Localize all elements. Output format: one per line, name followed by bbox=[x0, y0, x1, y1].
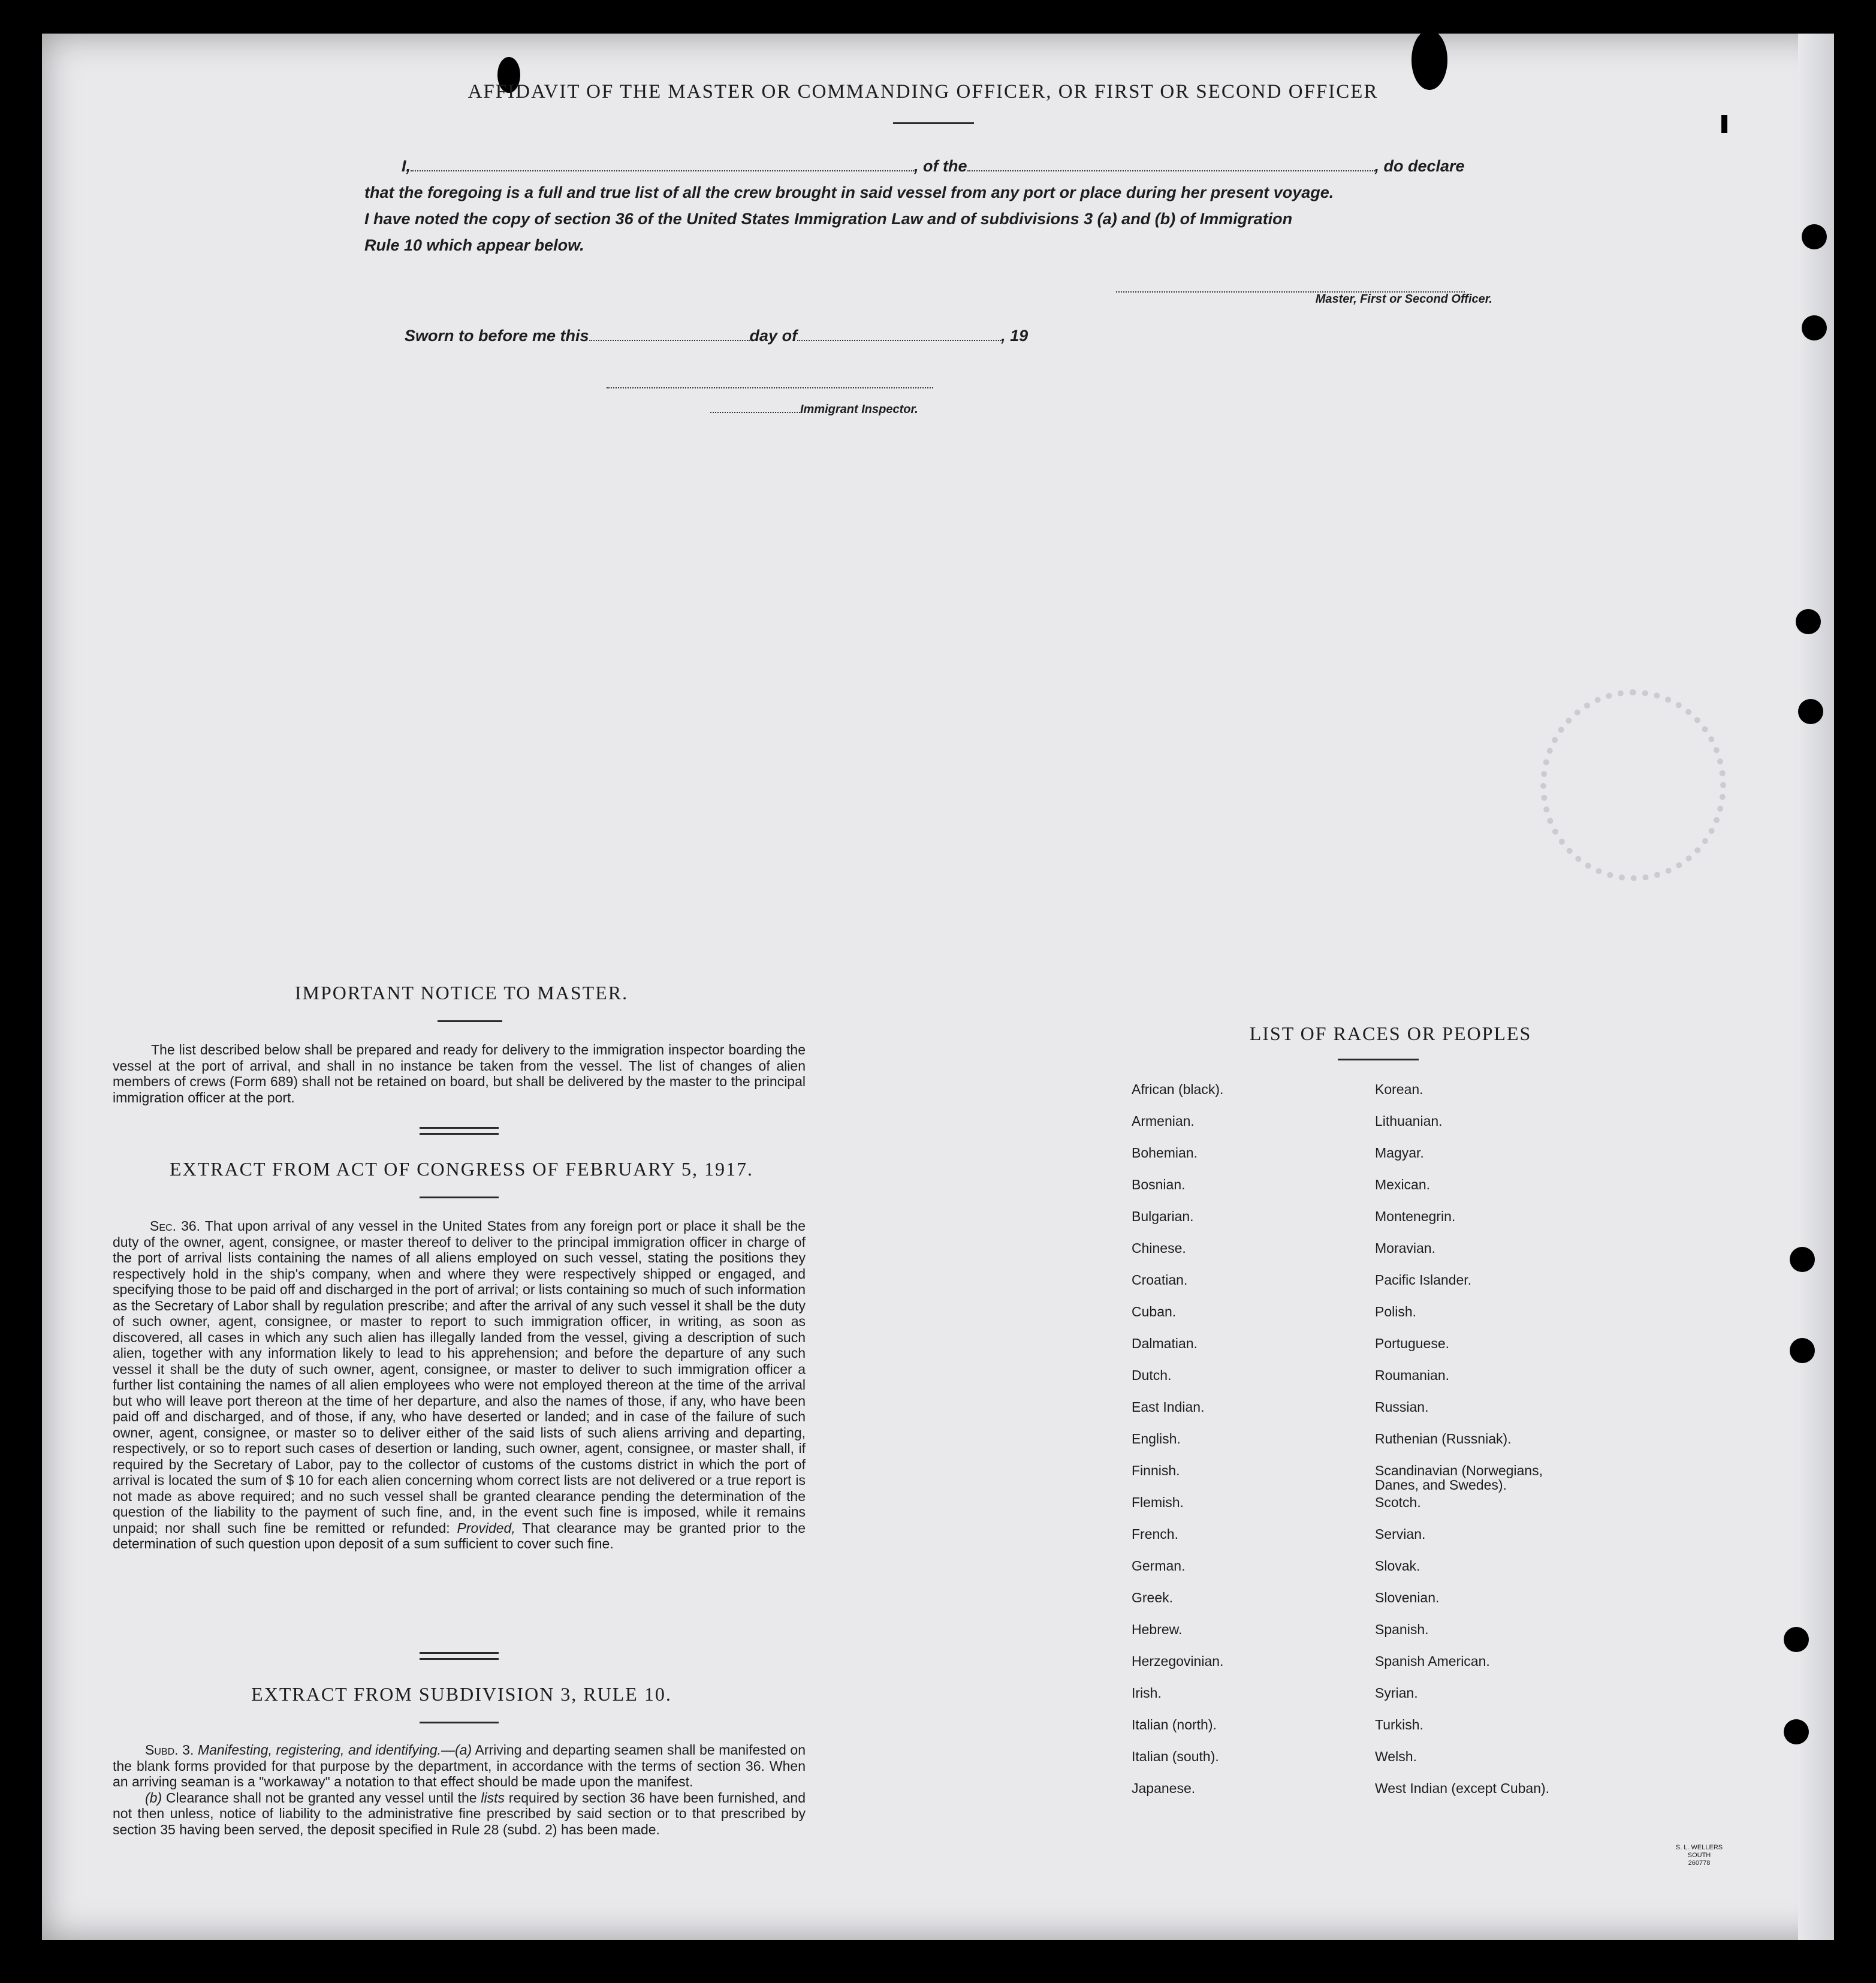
para-a-text: Arriving and departing seamen shall be manifested on the blank forms provided for that purpose by the department, in accordance with the terms of section 36. When an arriving seaman is a "workaway" a notation to that effect should be made upon the manifest. bbox=[113, 1742, 806, 1789]
race-item: Japanese. bbox=[1132, 1780, 1196, 1796]
race-item: Slovak. bbox=[1375, 1558, 1420, 1574]
race-item: Finnish. bbox=[1132, 1463, 1180, 1478]
affidavit-declaration bbox=[364, 153, 1509, 258]
printer-line: S. L. WELLERS SOUTH bbox=[1675, 1844, 1723, 1859]
race-item: Bohemian. bbox=[1132, 1145, 1198, 1161]
race-item: Scotch. bbox=[1375, 1494, 1421, 1510]
day-field[interactable] bbox=[589, 340, 750, 341]
race-item: Dalmatian. bbox=[1132, 1336, 1198, 1351]
name-field[interactable] bbox=[411, 170, 914, 171]
race-item: Roumanian. bbox=[1375, 1367, 1450, 1383]
double-rule bbox=[420, 1127, 499, 1135]
affidavit-title: AFFIDAVIT OF THE MASTER OR COMMANDING OFFICER, OR FIRST OR SECOND OFFICER bbox=[468, 81, 1379, 103]
sec-label: Sec. 36. bbox=[150, 1218, 201, 1234]
act-text-part: That upon arrival of any vessel in the United States from any foreign port or place it shall be the duty of the owner, agent, consignee, or master thereof to deliver to the principal immigration officer in charge of the port of arrival lists containing the names of all aliens employed on such vessel, stating the positions they respectively hold in the ship's company, when and where they were respectively shipped or engaged, and specifying those to be paid off and discharged in the port of arrival; or lists containing so much of such information as the Secretary of Labor shall by regulation prescribe; and after the arrival of any such vessel it shall be the duty of such owner, agent, consignee, or master to report to such immigration officer, in writing, as soon as discovered, all cases in which any such alien has illegally landed from the vessel, giving a description of such alien, together with any information likely to lead to his apprehension; and before the departure of any such vessel it shall be the duty of such owner, agent, consignee, or master to deliver to such immigration officer a further list containing the names of all alien employees who were not employed thereon at the time of the arrival but who will leave port thereon at the time of her departure, and also the names of those, if any, who have been paid off and discharged, and of those, if any, who have deserted or landed; and in case of the failure of such owner, agent, consignee, or master so to deliver either of the said lists of such aliens arriving and departing, respectively, or so to report such cases of desertion or landing, such owner, agent, consignee, or master shall, if required by the Secretary of Labor, pay to the collector of customs of the customs district in which the port of arrival is located the sum of $ 10 for each alien concerning whom correct lists are not delivered or a true report is not made as above required; and no such vessel shall be granted clearance pending the determination of the question of the liability to the payment of such fine, and, in the event such fine is imposed, while it remains unpaid; nor shall such fine be remitted or refunded: bbox=[113, 1218, 806, 1536]
race-item: Polish. bbox=[1375, 1304, 1417, 1319]
race-item: Scandinavian (Norwegians, Danes, and Swedes). bbox=[1375, 1463, 1543, 1493]
race-item: Irish. bbox=[1132, 1685, 1162, 1701]
race-item: Russian. bbox=[1375, 1399, 1429, 1415]
race-item: Portuguese. bbox=[1375, 1336, 1450, 1351]
act-section-36-text bbox=[113, 1218, 806, 1552]
title-rule bbox=[420, 1722, 499, 1723]
paragraph-b bbox=[113, 1790, 806, 1838]
punch-hole bbox=[1802, 224, 1827, 249]
punch-hole bbox=[1790, 1338, 1815, 1363]
signature-caption: Master, First or Second Officer. bbox=[1315, 293, 1492, 306]
declaration-line: Rule 10 which appear below. bbox=[364, 236, 584, 254]
punch-hole bbox=[1784, 1719, 1809, 1744]
edge-mark bbox=[1721, 115, 1727, 133]
printer-number: 260778 bbox=[1688, 1860, 1711, 1867]
race-item: Servian. bbox=[1375, 1526, 1426, 1542]
races-title: LIST OF RACES OR PEOPLES bbox=[1249, 1023, 1532, 1044]
race-item: English. bbox=[1132, 1431, 1181, 1446]
race-item: African (black). bbox=[1132, 1081, 1224, 1097]
para-b-text: Clearance shall not be granted any vessel until the bbox=[162, 1789, 481, 1806]
race-item: Italian (north). bbox=[1132, 1717, 1217, 1732]
race-item: Dutch. bbox=[1132, 1367, 1172, 1383]
race-item: Korean. bbox=[1375, 1081, 1423, 1097]
lists-word: lists bbox=[481, 1789, 505, 1806]
para-b-text: required by section 36 have been furnished, and not then unless, notice of liability to the administrative fine prescribed by said section or to that prescribed by section 35 having been served, the deposit specified in Rule 28 (subd. 2) has been made. bbox=[113, 1789, 806, 1837]
year-label: , 19 bbox=[1001, 327, 1029, 345]
do-declare-label: , do declare bbox=[1374, 157, 1465, 175]
declaration-line: I have noted the copy of section 36 of the United States Immigration Law and of subdivisions 3 (a) and (b) of Immigration bbox=[364, 210, 1293, 228]
paragraph-a bbox=[113, 1742, 806, 1790]
printer-mark bbox=[1666, 1844, 1732, 1867]
vessel-field[interactable] bbox=[967, 170, 1375, 171]
race-item: Lithuanian. bbox=[1375, 1113, 1443, 1129]
inspector-signature-line[interactable] bbox=[607, 381, 933, 388]
inspector-caption: Immigrant Inspector. bbox=[800, 403, 918, 416]
declaration-line: that the foregoing is a full and true list of all the crew brought in said vessel from any port or place during her present voyage. bbox=[364, 183, 1334, 201]
race-item: Armenian. bbox=[1132, 1113, 1195, 1129]
race-item: Moravian. bbox=[1375, 1240, 1435, 1256]
sworn-line bbox=[405, 327, 1124, 345]
race-item: Welsh. bbox=[1375, 1749, 1417, 1764]
race-item: Turkish. bbox=[1375, 1717, 1423, 1732]
race-item: Cuban. bbox=[1132, 1304, 1177, 1319]
race-item: Spanish. bbox=[1375, 1622, 1429, 1637]
subd-heading: Manifesting, registering, and identifying.—(a) bbox=[194, 1742, 472, 1758]
punch-hole bbox=[1790, 1247, 1815, 1272]
race-item: Italian (south). bbox=[1132, 1749, 1219, 1764]
inspector-block bbox=[710, 403, 962, 417]
race-item: Herzegovinian. bbox=[1132, 1653, 1224, 1669]
provided-label: Provided, bbox=[457, 1520, 515, 1536]
inspector-dots bbox=[710, 412, 800, 413]
act-title: EXTRACT FROM ACT OF CONGRESS OF FEBRUARY 5, 1917. bbox=[169, 1158, 754, 1180]
rule-title: EXTRACT FROM SUBDIVISION 3, RULE 10. bbox=[251, 1683, 672, 1705]
subd-label: Subd. 3. bbox=[145, 1742, 194, 1758]
month-field[interactable] bbox=[797, 340, 1001, 341]
b-label: (b) bbox=[145, 1789, 162, 1806]
race-item: Mexican. bbox=[1375, 1177, 1431, 1192]
day-of-label: day of bbox=[749, 327, 798, 345]
race-item: Pacific Islander. bbox=[1375, 1272, 1472, 1288]
act-text-part: That clearance may be granted prior to the determination of such question upon deposit of a sum sufficient to cover such fine. bbox=[113, 1520, 806, 1551]
race-item: Croatian. bbox=[1132, 1272, 1188, 1288]
punch-hole bbox=[1798, 699, 1823, 724]
race-item: Montenegrin. bbox=[1375, 1209, 1456, 1224]
race-item: Spanish American. bbox=[1375, 1653, 1490, 1669]
notice-text: The list described below shall be prepared and ready for delivery to the immigration inspector boarding the vessel at the port of arrival, and shall in no instance be taken from the vessel. The list of changes of alien members of crews (Form 689) shall not be retained on board, but shall be delivered by the master to the principal immigration officer at the port. bbox=[113, 1042, 806, 1105]
race-item: German. bbox=[1132, 1558, 1186, 1574]
punch-hole bbox=[1784, 1627, 1809, 1652]
race-item: Magyar. bbox=[1375, 1145, 1424, 1161]
title-rule bbox=[420, 1197, 499, 1198]
race-item: Bulgarian. bbox=[1132, 1209, 1194, 1224]
faded-stamp bbox=[1540, 689, 1726, 881]
sworn-label: Sworn to before me this bbox=[405, 327, 589, 345]
race-item: Chinese. bbox=[1132, 1240, 1186, 1256]
race-item: Hebrew. bbox=[1132, 1622, 1183, 1637]
race-item: Syrian. bbox=[1375, 1685, 1418, 1701]
signature-line[interactable] bbox=[1116, 283, 1465, 293]
of-the-label: , of the bbox=[914, 157, 967, 175]
race-item: East Indian. bbox=[1132, 1399, 1205, 1415]
race-item: Bosnian. bbox=[1132, 1177, 1186, 1192]
race-item: Flemish. bbox=[1132, 1494, 1184, 1510]
notice-title: IMPORTANT NOTICE TO MASTER. bbox=[294, 982, 629, 1003]
title-rule bbox=[893, 122, 974, 124]
title-rule bbox=[1338, 1059, 1419, 1060]
punch-hole bbox=[1802, 315, 1827, 340]
race-item: Greek. bbox=[1132, 1590, 1174, 1605]
punch-hole bbox=[1796, 609, 1821, 634]
race-item: Slovenian. bbox=[1375, 1590, 1440, 1605]
race-item: Ruthenian (Russniak). bbox=[1375, 1431, 1512, 1446]
race-item: West Indian (except Cuban). bbox=[1375, 1780, 1550, 1796]
double-rule bbox=[420, 1652, 499, 1660]
rule-text bbox=[113, 1742, 806, 1837]
title-rule bbox=[438, 1020, 502, 1022]
i-label: I, bbox=[402, 157, 411, 175]
race-item: French. bbox=[1132, 1526, 1178, 1542]
